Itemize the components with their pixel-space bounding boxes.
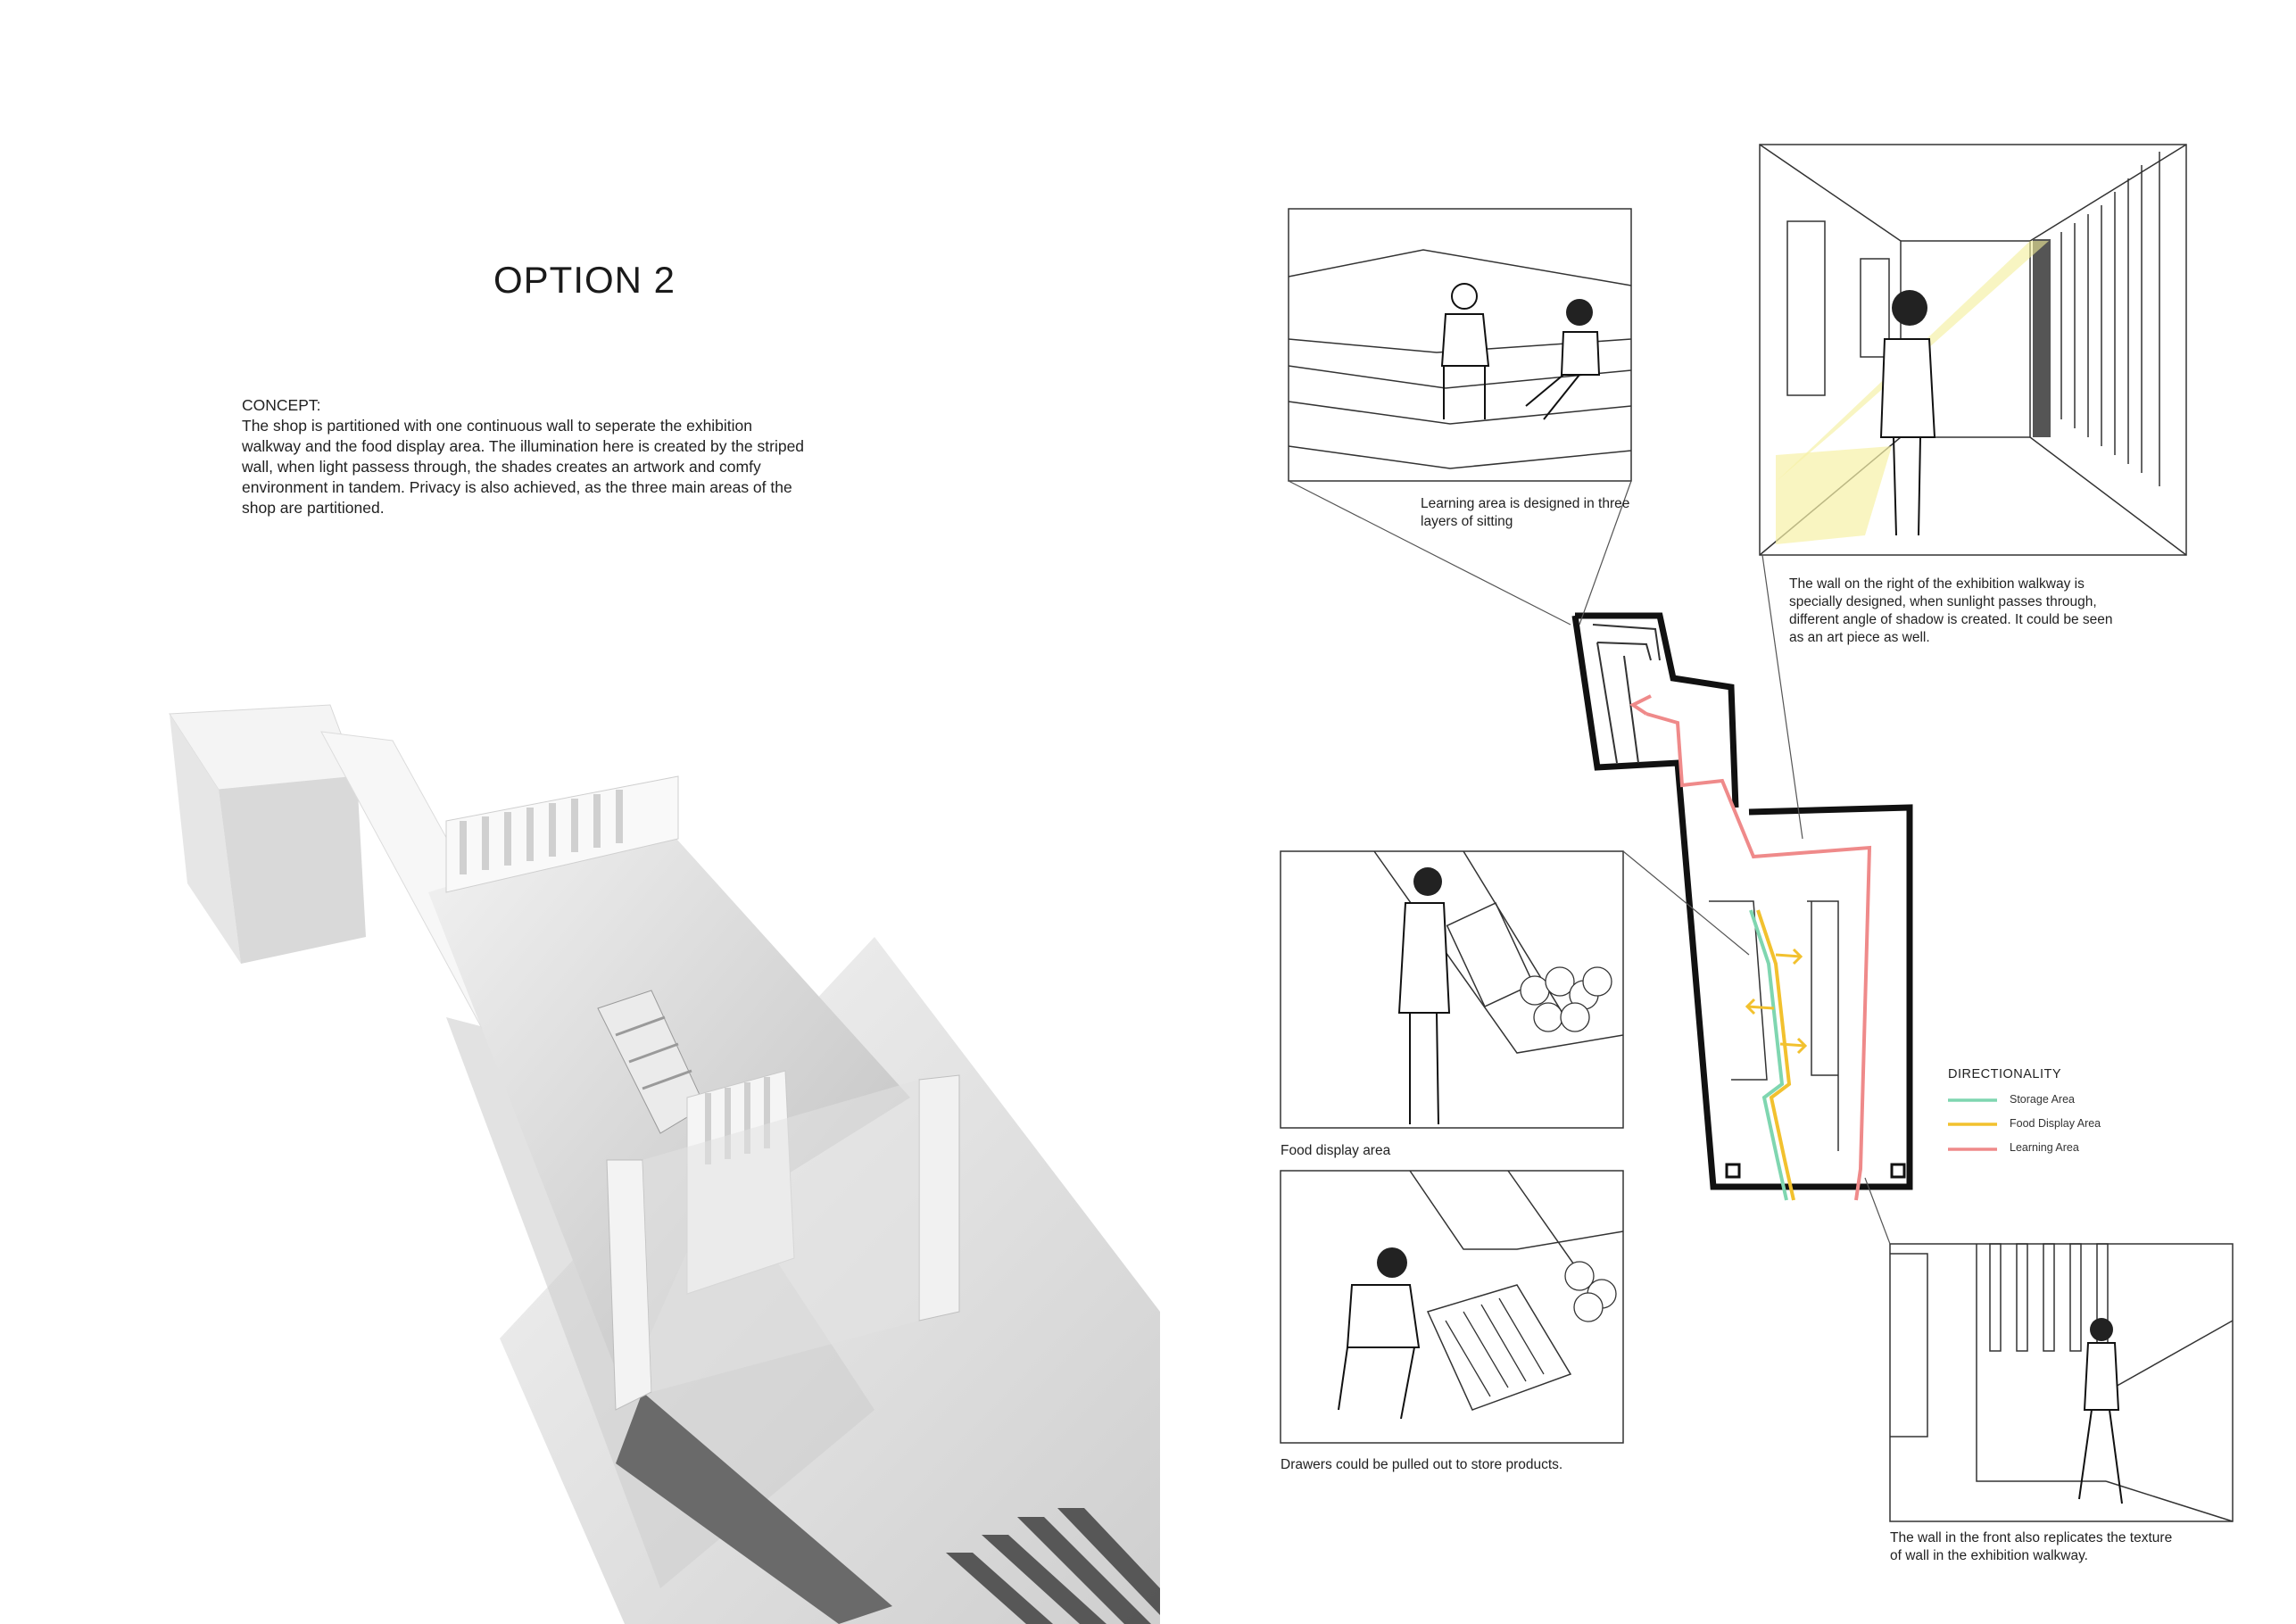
legend-title: DIRECTIONALITY [1948, 1067, 2062, 1081]
concept-line: walkway and the food display area. The illumination here is created by the striped [242, 437, 805, 455]
legend-item-food-display: Food Display Area [2010, 1117, 2101, 1130]
front-wall-sketch [1890, 1244, 2233, 1521]
caption-front-wall [1890, 1529, 2172, 1565]
caption-line: The wall on the right of the exhibition walkway is [1789, 576, 2085, 592]
drawers-sketch [1281, 1171, 1623, 1443]
food-display-sketch [1281, 851, 1623, 1128]
caption-line: Drawers could be pulled out to store products. [1281, 1457, 1563, 1472]
caption-line: specially designed, when sunlight passes through, [1789, 594, 2097, 609]
exhibition-walkway-sketch [1760, 145, 2186, 555]
page-title: OPTION 2 [493, 259, 676, 301]
caption-learning-area [1421, 495, 1629, 531]
legend-item-storage: Storage Area [2010, 1093, 2075, 1106]
concept-label: CONCEPT: [242, 396, 321, 414]
caption-exhibition-wall [1789, 576, 2112, 647]
legend-swatches [1948, 1100, 1997, 1149]
caption-line: different angle of shadow is created. It could be seen [1789, 612, 2113, 627]
concept-line: shop are partitioned. [242, 499, 385, 517]
model-photo [170, 705, 1160, 1624]
caption-drawers [1281, 1456, 1562, 1474]
caption-line: The wall in the front also replicates the texture [1890, 1530, 2173, 1545]
caption-line: Learning area is designed in three [1421, 496, 1630, 511]
caption-food-display [1281, 1142, 1390, 1160]
concept-line: environment in tandem. Privacy is also achieved, as the three main areas of the [242, 478, 792, 496]
caption-line: as an art piece as well. [1789, 630, 1930, 645]
floor-plan [1575, 616, 1910, 1200]
caption-line: Food display area [1281, 1143, 1391, 1158]
concept-line: wall, when light passess through, the shades creates an artwork and comfy [242, 458, 761, 476]
concept-line: The shop is partitioned with one continuous wall to seperate the exhibition [242, 417, 753, 435]
legend-item-learning: Learning Area [2010, 1141, 2079, 1154]
caption-line: layers of sitting [1421, 514, 1513, 529]
caption-line: of wall in the exhibition walkway. [1890, 1548, 2088, 1563]
learning-area-sketch [1289, 209, 1631, 481]
